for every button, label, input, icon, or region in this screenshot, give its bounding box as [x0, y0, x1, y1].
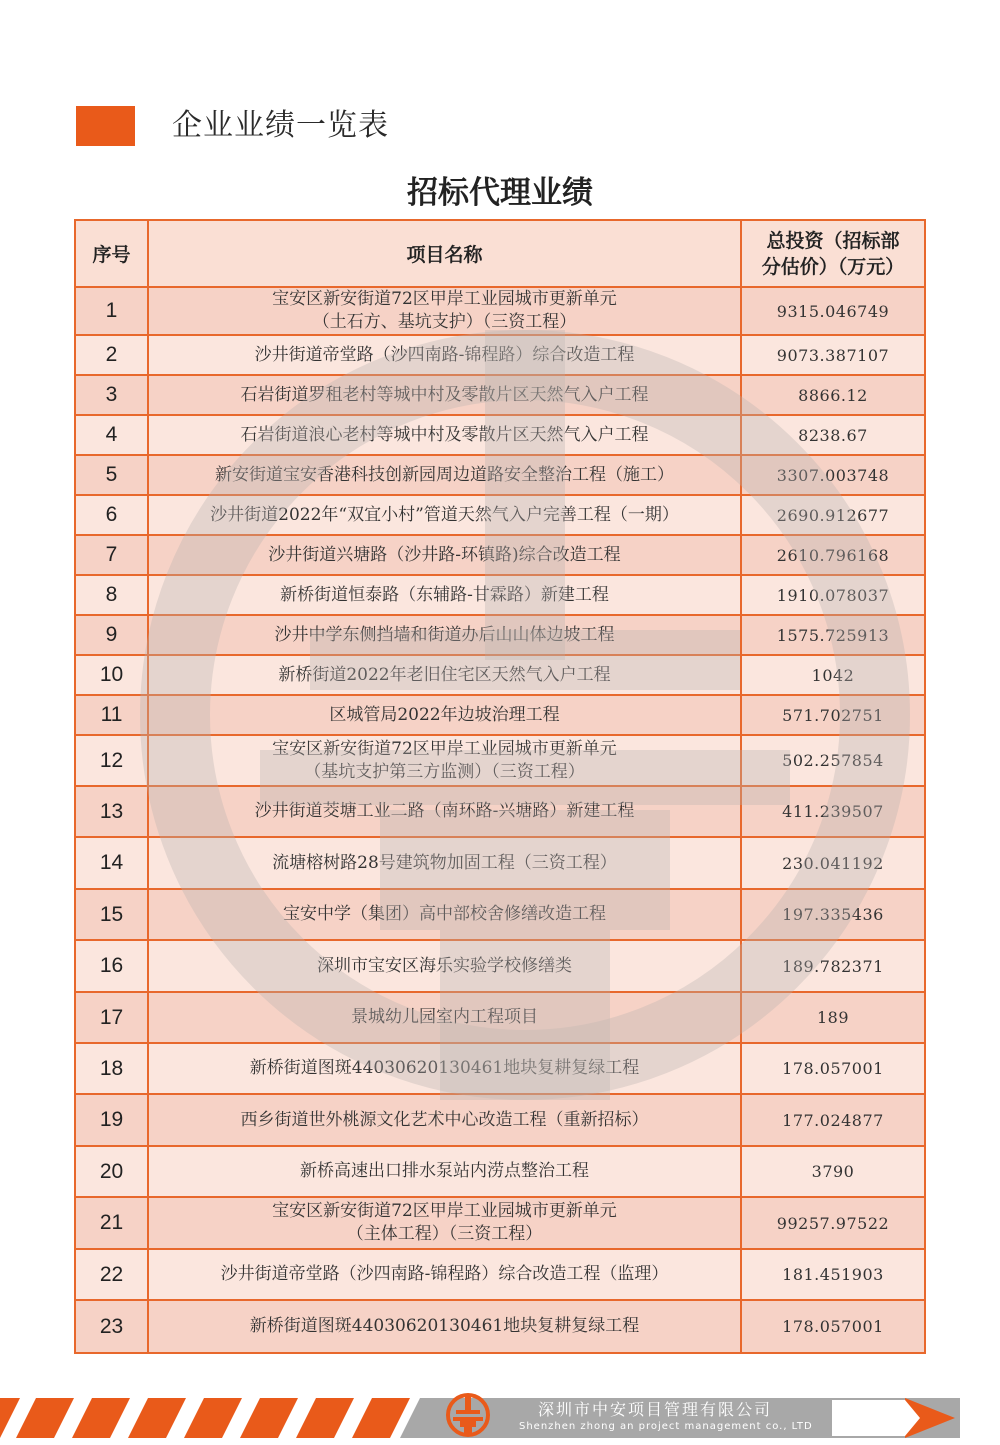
row-project-name-line: （基坑支护第三方监测）（三资工程） — [304, 761, 585, 782]
table-title: 招标代理业绩 — [407, 175, 593, 211]
row-project-name — [149, 1250, 742, 1299]
row-project-name-line: 沙井街道茭塘工业二路（南环路-兴塘路）新建工程 — [254, 801, 635, 821]
row-project-name-line: 石岩街道浪心老村等城中村及零散片区天然气入户工程 — [240, 424, 649, 445]
table-row — [76, 496, 924, 536]
table-row — [76, 696, 924, 736]
row-project-name — [149, 656, 742, 694]
row-project-name-line: 景城幼儿园室内工程项目 — [351, 1007, 538, 1027]
table-row — [76, 890, 924, 941]
row-amount: 3790 — [811, 1162, 855, 1181]
row-amount: 9315.046749 — [776, 301, 890, 321]
row-project-name — [149, 536, 742, 574]
row-index: 7 — [76, 536, 149, 574]
row-amount: 230.041192 — [782, 853, 884, 873]
row-project-name — [149, 1198, 742, 1248]
performance-table — [74, 219, 926, 1354]
row-project-name-line: 新安街道宝安香港科技创新园周边道路安全整治工程（施工） — [215, 464, 674, 485]
row-project-name-line: 西乡街道世外桃源文化艺术中心改造工程（重新招标） — [240, 1109, 649, 1130]
row-project-name — [149, 993, 742, 1042]
footer-company-en: Shenzhen zhong an project management co., LTD — [519, 1421, 813, 1432]
row-amount: 1042 — [811, 665, 855, 685]
row-index: 15 — [76, 890, 149, 939]
row-project-name-line: （主体工程）（三资工程） — [346, 1224, 543, 1244]
table-row — [76, 616, 924, 656]
row-index: 16 — [76, 941, 149, 991]
row-project-name-line: 新桥街道恒泰路（东辅路-甘霖路）新建工程 — [280, 584, 609, 605]
row-index: 1 — [76, 288, 149, 334]
row-amount: 2610.796168 — [776, 545, 890, 565]
row-index: 8 — [76, 576, 149, 614]
row-project-name — [149, 1147, 742, 1196]
row-project-name-line: 沙井中学东侧挡墙和街道办后山山体边坡工程 — [274, 624, 615, 645]
row-amount: 502.257854 — [782, 751, 884, 770]
row-amount: 571.702751 — [782, 705, 884, 725]
footer-band — [0, 1386, 1000, 1445]
row-index: 5 — [76, 456, 149, 494]
section-marker — [76, 106, 135, 146]
row-index: 11 — [76, 696, 149, 734]
row-project-name-line: 新桥高速出口排水泵站内涝点整治工程 — [300, 1161, 589, 1181]
row-amount: 181.451903 — [782, 1265, 884, 1284]
row-project-name-line: 宝安区新安街道72区甲岸工业园城市更新单元 — [272, 289, 617, 309]
row-project-name-line: 宝安区新安街道72区甲岸工业园城市更新单元 — [272, 738, 617, 759]
row-amount: 9073.387107 — [776, 345, 890, 365]
table-row — [76, 1095, 924, 1147]
row-project-name — [149, 1044, 742, 1093]
table-row — [76, 1198, 924, 1250]
row-index: 3 — [76, 376, 149, 414]
row-project-name-line: 区城管局2022年边坡治理工程 — [329, 704, 560, 725]
row-index: 20 — [76, 1147, 149, 1196]
row-amount: 1910.078037 — [776, 585, 890, 605]
row-index: 22 — [76, 1250, 149, 1299]
footer-company-cn: 深圳市中安项目管理有限公司 — [538, 1400, 773, 1419]
row-project-name-line: 新桥街道图斑44030620130461地块复耕复绿工程 — [249, 1316, 640, 1336]
row-amount: 3307.003748 — [776, 465, 890, 485]
table-row — [76, 1301, 924, 1352]
row-amount: 8238.67 — [798, 425, 868, 445]
row-index: 12 — [76, 736, 149, 785]
table-row — [76, 941, 924, 993]
row-project-name-line: 深圳市宝安区海乐实验学校修缮类 — [317, 955, 572, 976]
row-project-name — [149, 1301, 742, 1352]
row-index: 23 — [76, 1301, 149, 1352]
row-project-name-line: 新桥街道2022年老旧住宅区天然气入户工程 — [278, 664, 611, 685]
table-row — [76, 576, 924, 616]
row-project-name — [149, 696, 742, 734]
table-row — [76, 1044, 924, 1095]
row-project-name-line: 流塘榕树路28号建筑物加固工程（三资工程） — [272, 852, 617, 873]
row-project-name — [149, 736, 742, 785]
row-project-name — [149, 616, 742, 654]
table-row — [76, 416, 924, 456]
row-index: 19 — [76, 1095, 149, 1145]
table-row — [76, 536, 924, 576]
row-index: 14 — [76, 838, 149, 888]
row-amount: 178.057001 — [782, 1059, 884, 1078]
row-project-name — [149, 496, 742, 534]
table-row — [76, 1147, 924, 1198]
row-project-name — [149, 336, 742, 374]
row-amount: 99257.97522 — [776, 1213, 890, 1233]
row-index: 10 — [76, 656, 149, 694]
row-project-name — [149, 576, 742, 614]
row-amount: 189.782371 — [782, 956, 884, 976]
row-project-name — [149, 890, 742, 939]
header-amount-line1: 总投资（招标部 — [766, 229, 900, 252]
header-amount-line2: 分估价）（万元） — [761, 255, 905, 278]
header-index: 序号 — [76, 221, 149, 286]
row-project-name — [149, 787, 742, 836]
row-amount: 177.024877 — [782, 1110, 884, 1130]
header-project-name: 项目名称 — [149, 221, 742, 286]
table-row — [76, 838, 924, 890]
row-project-name-line: 新桥街道图斑44030620130461地块复耕复绿工程 — [249, 1058, 640, 1078]
table-row — [76, 1250, 924, 1301]
row-project-name-line: 宝安中学（集团）高中部校舍修缮改造工程 — [283, 904, 606, 924]
table-row — [76, 456, 924, 496]
row-amount: 8866.12 — [798, 385, 868, 405]
row-project-name — [149, 456, 742, 494]
row-project-name — [149, 376, 742, 414]
row-project-name — [149, 416, 742, 454]
row-project-name — [149, 838, 742, 888]
row-index: 9 — [76, 616, 149, 654]
row-project-name-line: 沙井街道帝堂路（沙四南路-锦程路）综合改造工程（监理） — [220, 1264, 669, 1284]
header-amount — [742, 221, 924, 286]
row-project-name — [149, 941, 742, 991]
table-header-row — [76, 221, 924, 288]
section-title: 企业业绩一览表 — [172, 108, 389, 143]
table-row — [76, 787, 924, 838]
row-amount: 189 — [816, 1008, 850, 1027]
row-index: 6 — [76, 496, 149, 534]
row-project-name — [149, 288, 742, 334]
row-index: 18 — [76, 1044, 149, 1093]
row-amount: 411.239507 — [782, 802, 884, 821]
row-amount: 178.057001 — [782, 1317, 884, 1336]
row-index: 2 — [76, 336, 149, 374]
table-row — [76, 993, 924, 1044]
row-project-name-line: （土石方、基坑支护）（三资工程） — [312, 312, 577, 332]
table-row — [76, 736, 924, 787]
table-row — [76, 656, 924, 696]
row-project-name-line: 沙井街道帝堂路（沙四南路-锦程路）综合改造工程 — [254, 344, 635, 365]
table-row — [76, 376, 924, 416]
row-project-name-line: 沙井街道兴塘路（沙井路-环镇路)综合改造工程 — [268, 544, 621, 565]
row-index: 4 — [76, 416, 149, 454]
row-project-name-line: 宝安区新安街道72区甲岸工业园城市更新单元 — [272, 1201, 617, 1221]
row-index: 21 — [76, 1198, 149, 1248]
row-amount: 2690.912677 — [776, 505, 890, 525]
row-index: 13 — [76, 787, 149, 836]
table-row — [76, 336, 924, 376]
row-project-name-line: 沙井街道2022年“双宜小村”管道天然气入户完善工程（一期） — [210, 504, 679, 525]
row-project-name-line: 石岩街道罗租老村等城中村及零散片区天然气入户工程 — [240, 384, 649, 405]
row-amount: 197.335436 — [782, 905, 884, 924]
row-project-name — [149, 1095, 742, 1145]
company-logo-icon — [445, 1392, 491, 1438]
row-amount: 1575.725913 — [776, 625, 890, 645]
table-row — [76, 288, 924, 336]
row-index: 17 — [76, 993, 149, 1042]
